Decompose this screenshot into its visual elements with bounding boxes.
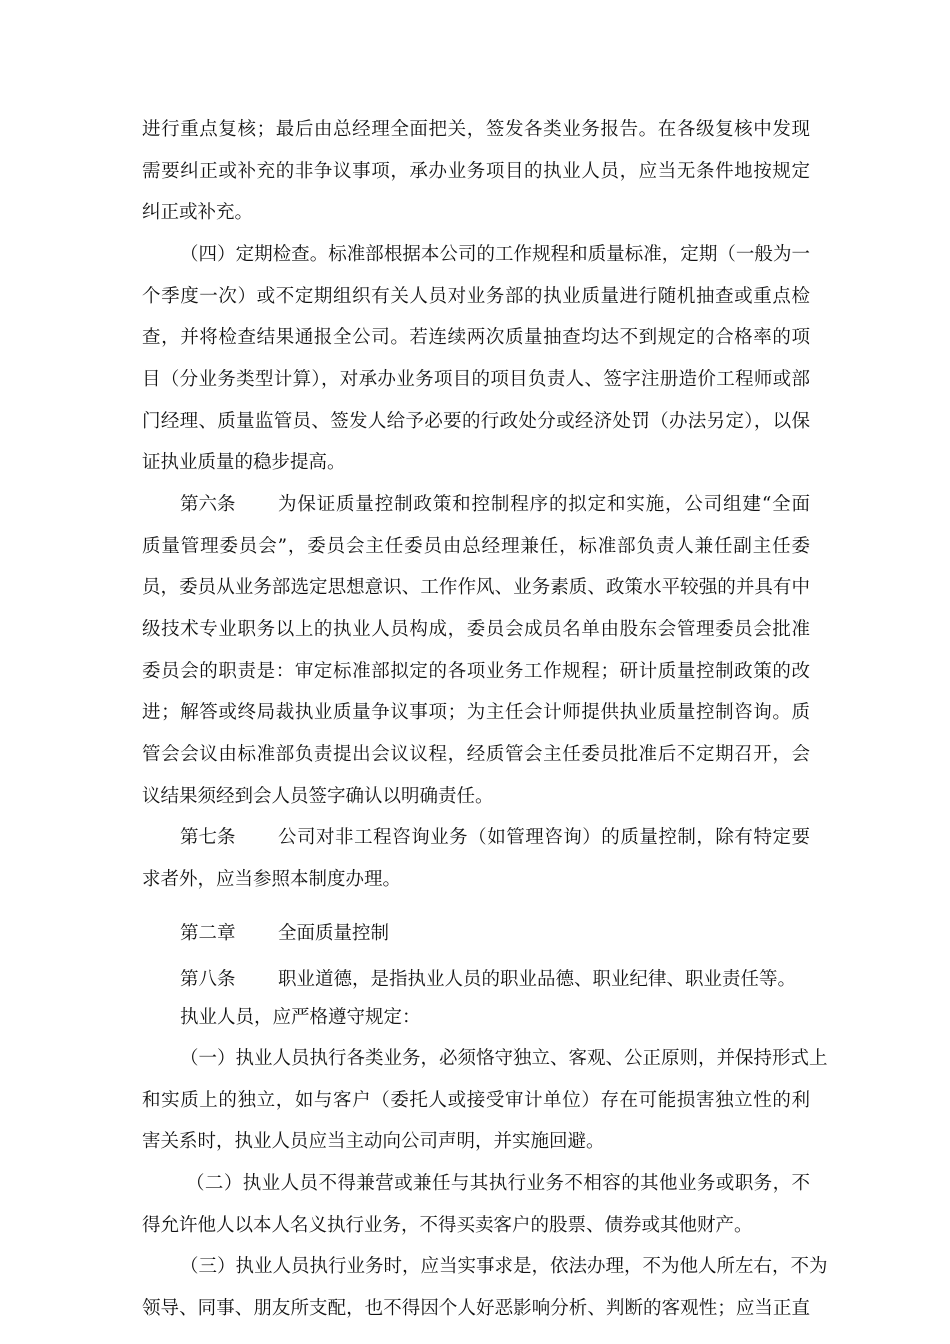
text-line: （一）执业人员执行各类业务，必须恪守独立、客观、公正原则，并保持形式上	[180, 1048, 828, 1069]
text-line: 个季度一次）或不定期组织有关人员对业务部的执业质量进行随机抽查或重点检	[142, 286, 810, 307]
text-line: 公司对非工程咨询业务（如管理咨询）的质量控制，除有特定要	[278, 827, 810, 848]
text-line: 质量管理委员会”，委员会主任委员由总经理兼任，标准部负责人兼任副主任委	[142, 536, 810, 557]
text-line: （二）执业人员不得兼营或兼任与其执行业务不相容的其他业务或职务，不	[186, 1173, 810, 1194]
text-line: 进；解答或终局裁执业质量争议事项；为主任会计师提供执业质量控制咨询。质	[142, 702, 810, 723]
text-line: 和实质上的独立，如与客户（委托人或接受审计单位）存在可能损害独立性的利	[142, 1090, 810, 1111]
text-line: 查，并将检查结果通报全公司。若连续两次质量抽查均达不到规定的合格率的项	[142, 327, 810, 348]
text-line: 门经理、质量监管员、签发人给予必要的行政处分或经济处罚（办法另定），以保	[142, 411, 810, 432]
article-label: 第七条	[180, 827, 236, 848]
text-line: 进行重点复核；最后由总经理全面把关，签发各类业务报告。在各级复核中发现	[142, 119, 810, 140]
text-line: 执业人员，应严格遵守规定：	[180, 1007, 421, 1028]
article-label: 第六条	[180, 494, 236, 515]
chapter-label: 第二章	[180, 923, 236, 944]
text-line: 得允许他人以本人名义执行业务，不得买卖客户的股票、债券或其他财产。	[142, 1215, 753, 1236]
text-line: 职业道德，是指执业人员的职业品德、职业纪律、职业责任等。	[278, 969, 797, 990]
text-line: 目（分业务类型计算），对承办业务项目的项目负责人、签字注册造价工程师或部	[142, 369, 810, 390]
text-line: 管会会议由标准部负责提出会议议程，经质管会主任委员批准后不定期召开，会	[142, 744, 810, 765]
text-line: （四）定期检查。标准部根据本公司的工作规程和质量标准，定期（一般为一	[180, 244, 810, 265]
text-line: 领导、同事、朋友所支配，也不得因个人好恶影响分析、判断的客观性；应当正直	[142, 1298, 810, 1319]
text-line: 需要纠正或补充的非争议事项，承办业务项目的执业人员，应当无条件地按规定	[142, 161, 810, 182]
text-line: 求者外，应当参照本制度办理。	[142, 869, 402, 890]
article-label: 第八条	[180, 969, 236, 990]
text-line: 证执业质量的稳步提高。	[142, 452, 346, 473]
chapter-title: 全面质量控制	[278, 923, 390, 944]
text-line: （三）执业人员执行业务时，应当实事求是，依法办理，不为他人所左右，不为	[180, 1256, 828, 1277]
text-line: 害关系时，执业人员应当主动向公司声明，并实施回避。	[142, 1131, 605, 1152]
text-line: 员，委员从业务部选定思想意识、工作作风、业务素质、政策水平较强的并具有中	[142, 577, 810, 598]
text-line: 纠正或补充。	[142, 202, 254, 223]
text-line: 议结果须经到会人员签字确认以明确责任。	[142, 786, 494, 807]
text-line: 委员会的职责是：审定标准部拟定的各项业务工作规程；研计质量控制政策的改	[142, 661, 810, 682]
text-line: 为保证质量控制政策和控制程序的拟定和实施，公司组建“全面	[278, 494, 810, 515]
text-line: 级技术专业职务以上的执业人员构成，委员会成员名单由股东会管理委员会批准	[142, 619, 810, 640]
